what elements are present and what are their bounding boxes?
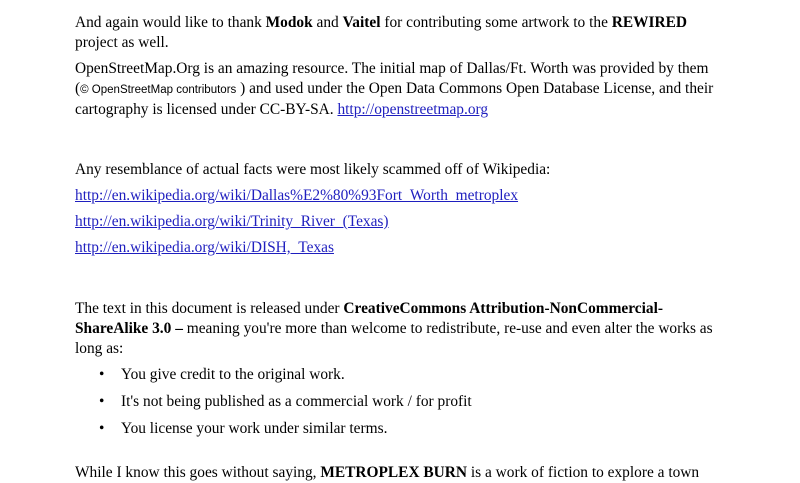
project-name: REWIRED	[611, 14, 688, 31]
license-paragraph: The text in this document is released under CreativeCommons Attribution-NonCommercial-ShareAlike 3.0 – meaning you're more than welcome to redistribute, re-use and even alter the works as long as:	[75, 300, 713, 357]
bullet-icon: •	[99, 366, 105, 383]
bullet-icon: •	[99, 420, 105, 437]
wiki-link-dfw-metroplex[interactable]: http://en.wikipedia.org/wiki/Dallas%E2%80%93Fort_Worth_metroplex	[75, 187, 519, 204]
list-item: • It's not being published as a commercial work / for profit	[99, 393, 472, 410]
artist-name-vaitel: Vaitel	[342, 14, 381, 31]
cut-off-bottom-line: While I know this goes without saying, METROPLEX BURN is a work of fiction to explore a town	[75, 464, 700, 481]
bullet-icon: •	[99, 393, 105, 410]
wiki-link-dish-texas[interactable]: http://en.wikipedia.org/wiki/DISH,_Texas	[75, 239, 334, 256]
document-page	[75, 0, 725, 483]
artist-name-modok: Modok	[265, 14, 313, 31]
osm-contributors-note: © OpenStreetMap contributors	[80, 84, 237, 96]
thanks-paragraph: And again would like to thank Modok and Vaitel for contributing some artwork to the REWIRED project as well.	[75, 14, 688, 51]
wiki-link-trinity-river[interactable]: http://en.wikipedia.org/wiki/Trinity_River_(Texas)	[75, 213, 389, 230]
game-title: METROPLEX BURN	[320, 464, 468, 481]
list-item: • You give credit to the original work.	[99, 366, 345, 383]
cut-off-top-line	[75, 0, 725, 10]
list-item: • You license your work under similar terms.	[99, 420, 388, 437]
wikipedia-intro: Any resemblance of actual facts were most likely scammed off of Wikipedia:	[75, 161, 551, 178]
license-conditions-list	[75, 365, 725, 439]
osm-paragraph: OpenStreetMap.Org is an amazing resource. The initial map of Dallas/Ft. Worth was provided by them (© OpenStreetMap contributors ) and used under the Open Data Commons Open Database License, and their cartography is licensed under CC-BY-SA. http://openstreetmap.org	[75, 60, 714, 118]
license-name: CreativeCommons Attribution-NonCommercial-ShareAlike 3.0 –	[75, 300, 664, 337]
osm-link[interactable]: http://openstreetmap.org	[337, 101, 489, 118]
